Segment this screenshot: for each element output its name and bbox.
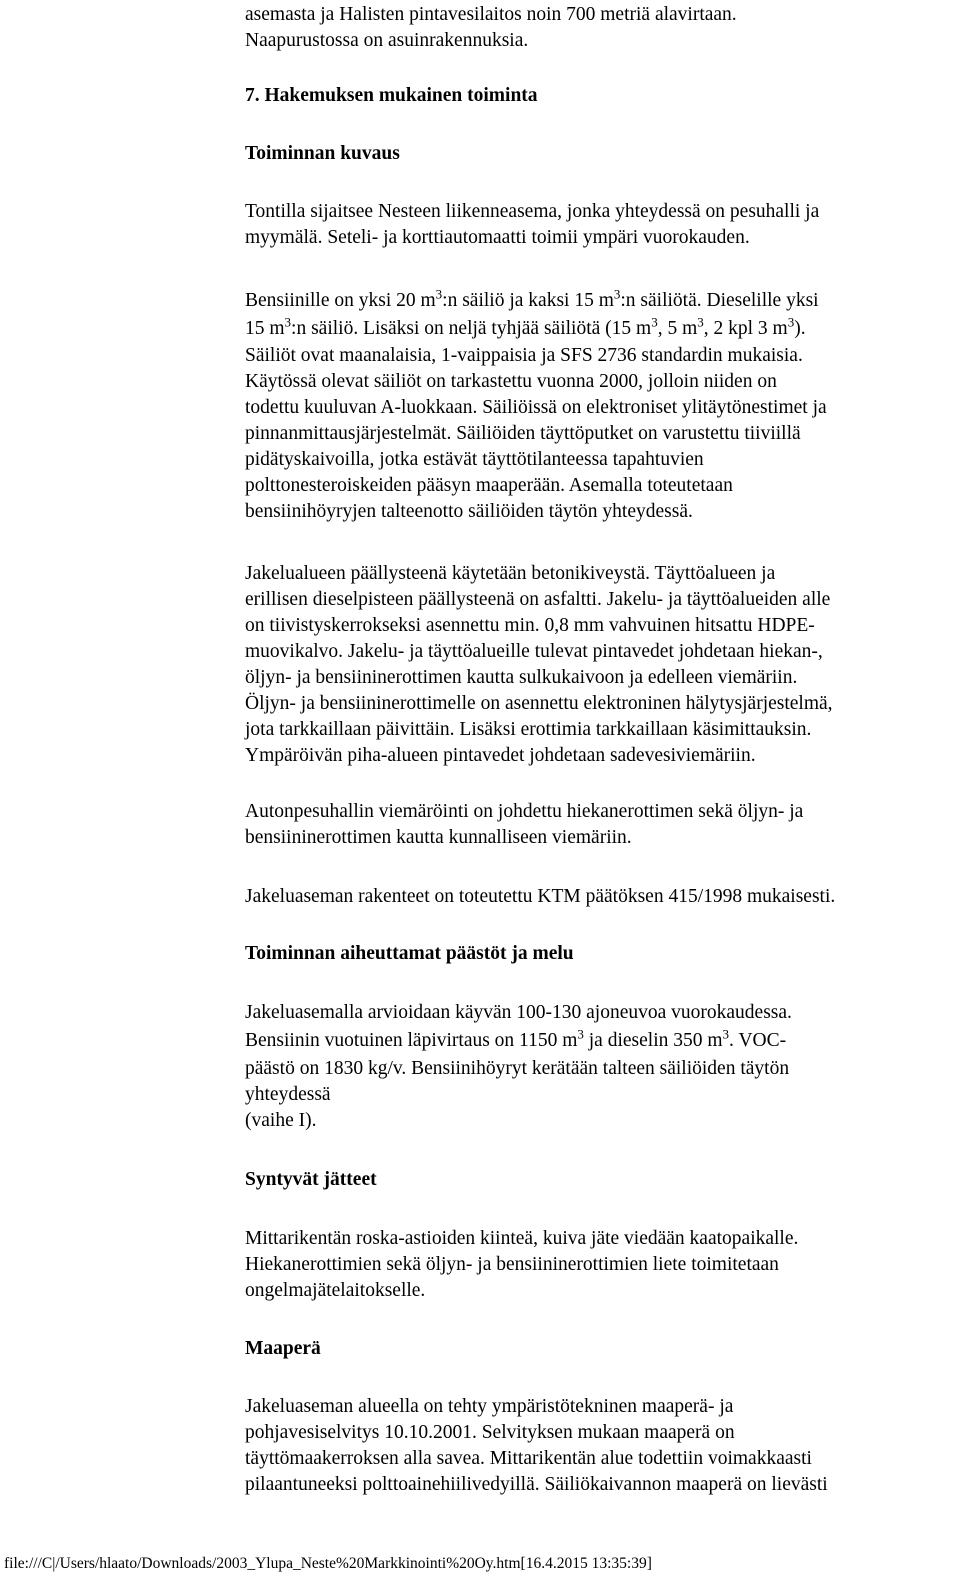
tank-rest: Säiliöt ovat maanalaisia, 1-vaippaisia ja SFS 2736 standardin mukaisia. Käytössä olevat säiliöt on tarkastettu vuonna 2000, jolloin niiden on todettu kuuluvan A-luokkaan. Säiliöissä on elektroniset ylitäytönestimet ja pinnanmittausjärjestelmät. Säiliöiden täyttöputket on varustettu tiiviillä pidätyskaivoilla, jotka estävät täyttötilanteessa tapahtuvien polttonesteroiskeiden pääsyn maaperään. Asemalla toteutetaan bensiinihöyryjen talteenotto säiliöiden täytön yhteydessä. xyxy=(245,345,827,522)
emission-rest: päästö on 1830 kg/v. Bensiinihöyryt kerätään talteen säiliöiden täytön yhteydessä (vaihe I). xyxy=(245,1058,790,1131)
paragraph-rakenteet: Jakeluaseman rakenteet on toteutettu KTM päätöksen 415/1998 mukaisesti. xyxy=(245,886,836,907)
paragraph-tontilla: Tontilla sijaitsee Nesteen liikenneasema, jonka yhteydessä on pesuhalli ja myymälä. Seteli- ja korttiautomaatti toimii ympäri vuorokauden. xyxy=(245,201,820,248)
subheading-toiminnan-kuvaus: Toiminnan kuvaus xyxy=(245,143,400,164)
paragraph-autonpesu: Autonpesuhallin viemäröinti on johdettu hiekanerottimen sekä öljyn- ja bensiininerottimen kautta kunnalliseen viemäriin. xyxy=(245,801,804,848)
paragraph-jatteet: Mittarikentän roska-astioiden kiinteä, kuiva jäte viedään kaatopaikalle. Hiekanerottimien sekä öljyn- ja bensiininerottimien liete toimitetaan ongelmajätelaitokselle. xyxy=(245,1228,799,1301)
paragraph-maapera: Jakeluaseman alueella on tehty ympäristötekninen maaperä- ja pohjavesiselvitys 10.10.2001. Selvityksen mukaan maaperä on täyttömaakerroksen alla savea. Mittarikentän alue todettiin voimakkaasti pilaantuneeksi polttoainehiilivedyillä. Säiliökaivannon maaperä on lievästi xyxy=(245,1396,828,1495)
intro-paragraph: asemasta ja Halisten pintavesilaitos noin 700 metriä alavirtaan. Naapurustossa on asuinrakennuksia. xyxy=(245,4,737,51)
subheading-jatteet: Syntyvät jätteet xyxy=(245,1169,377,1190)
page-footer-url: file:///C|/Users/hlaato/Downloads/2003_Ylupa_Neste%20Markkinointi%20Oy.htm[16.4.2015 13:35:39] xyxy=(4,1555,652,1572)
tank-lines: Bensiinille on yksi 20 $m^3:n$ säiliö ja kaksi 15 $m^3:n$ säiliötä. Dieselille yksi 15 $m^3:n$ säiliö. Lisäksi on neljä tyhjää säiliötä (15 $m^3$, 5 $m^3$, 2 kpl 3 $m^3$). xyxy=(245,286,819,339)
subheading-paastot: Toiminnan aiheuttamat päästöt ja melu xyxy=(245,943,574,964)
paragraph-jakelualue: Jakelualueen päällysteenä käytetään betonikiveystä. Täyttöalueen ja erillisen dieselpisteen päällysteenä on asfaltti. Jakelu- ja täyttöalueiden alle on tiivistyskerrokseksi asennettu min. 0,8 mm vahvuinen hitsattu HDPE- muovikalvo. Jakelu- ja täyttöalueille tulevat pintavedet johdetaan hiekan-, öljyn- ja bensiininerottimen kautta sulkukaivoon ja edelleen viemäriin. Öljyn- ja bensiininerottimelle on asennettu elektroninen hälytysjärjestelmä, jota tarkkaillaan päivittäin. Lisäksi erottimia tarkkaillaan käsimittauksin. Ympäröivän piha-alueen pintavedet johdetaan sadevesiviemäriin. xyxy=(245,563,833,766)
paragraph-emissions xyxy=(245,1000,951,1134)
section-heading-7: 7. Hakemuksen mukainen toiminta xyxy=(245,85,538,106)
emission-line2: Bensiinin vuotuinen läpivirtaus on 1150 $m^3$ ja dieselin 350 $m^3$. VOC- xyxy=(245,1026,787,1051)
subheading-maapera: Maaperä xyxy=(245,1338,321,1359)
paragraph-tanks xyxy=(245,287,951,525)
emission-line1: Jakeluasemalla arvioidaan käyvän 100-130 ajoneuvoa vuorokaudessa. xyxy=(245,1002,792,1023)
